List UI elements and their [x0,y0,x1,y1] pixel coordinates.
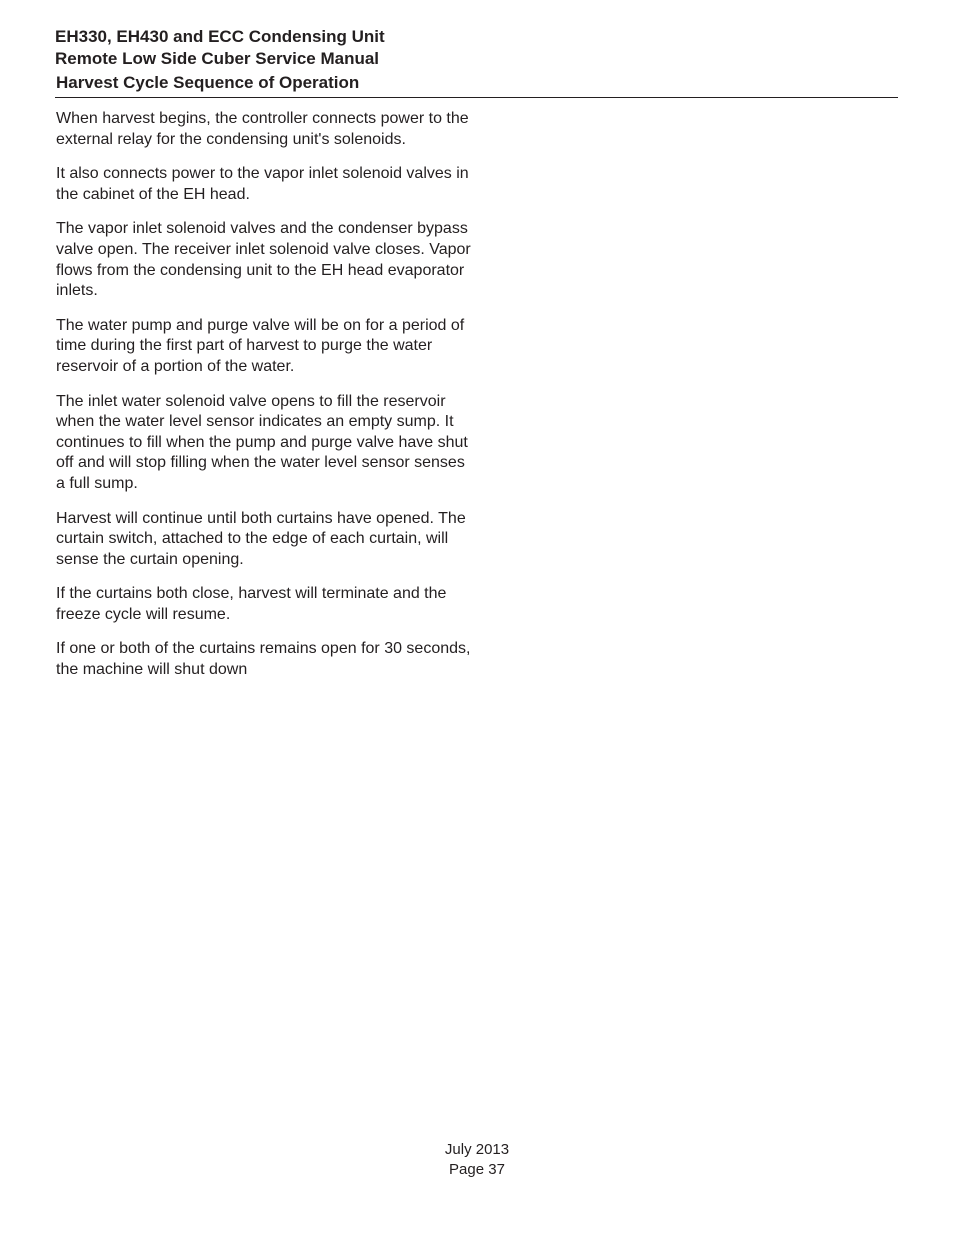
paragraph: If the curtains both close, harvest will terminate and the freeze cycle will resume. [56,585,447,623]
paragraph: The water pump and purge valve will be on for a period of time during the first part of harvest to purge the water reservoir of a portion of the water. [56,316,465,375]
body-text [56,109,476,695]
paragraph: The inlet water solenoid valve opens to fill the reservoir when the water level sensor indicates an empty sump. It continues to fill when the pump and purge valve have shut off and will stop filling when the water level sensor senses a full sump. [56,392,468,492]
page-header [55,26,898,94]
paragraph: Harvest will continue until both curtains have opened. The curtain switch, attached to the edge of each curtain, will sense the curtain opening. [56,509,466,568]
header-divider [55,97,898,98]
footer-date: July 2013 [444,1141,510,1158]
paragraph: If one or both of the curtains remains open for 30 seconds, the machine will shut down [56,640,471,679]
paragraph: The vapor inlet solenoid valves and the condenser bypass valve open. The receiver inlet solenoid valve closes. Vapor flows from the condensing unit to the EH head evaporator inlets. [56,220,471,300]
section-title: Harvest Cycle Sequence of Operation [56,73,360,92]
page-footer [0,1140,954,1179]
manual-title-line-2: Remote Low Side Cuber Service Manual [55,49,380,68]
page-number: Page 37 [449,1160,505,1178]
manual-title-line-1: EH330, EH430 and ECC Condensing Unit [55,27,385,46]
paragraph: When harvest begins, the controller connects power to the external relay for the condensing unit's solenoids. [56,110,469,148]
paragraph: It also connects power to the vapor inlet solenoid valves in the cabinet of the EH head. [56,165,469,203]
